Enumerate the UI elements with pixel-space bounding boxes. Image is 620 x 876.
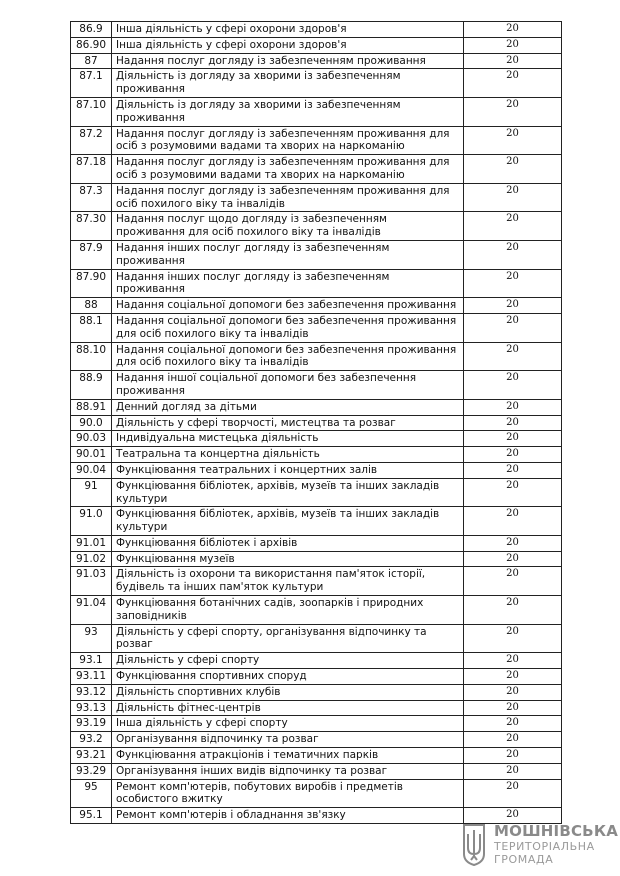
value-cell: 20 [464,97,562,126]
code-cell: 87.18 [71,155,112,184]
value-cell: 20 [464,155,562,184]
table-row [71,97,562,126]
description-cell: Діяльність із охорони та використання пам'яток історії, будівель та інших пам'яток культури [112,567,464,596]
description-cell: Діяльність фітнес-центрів [112,700,464,716]
value-cell: 20 [464,700,562,716]
code-cell: 93.11 [71,669,112,685]
description-cell: Інша діяльність у сфері охорони здоров'я [112,37,464,53]
description-cell: Інша діяльність у сфері охорони здоров'я [112,22,464,38]
description-cell: Надання інших послуг догляду із забезпеченням проживання [112,269,464,298]
code-cell: 91.0 [71,507,112,536]
table-row [71,37,562,53]
table-row [71,478,562,507]
logo-subtitle: ТЕРИТОРІАЛЬНА [494,840,595,853]
description-cell: Надання послуг догляду із забезпеченням проживання [112,53,464,69]
description-cell: Надання іншої соціальної допомоги без забезпечення проживання [112,371,464,400]
description-cell: Організування інших видів відпочинку та розваг [112,763,464,779]
table-row [71,732,562,748]
description-cell: Надання послуг догляду із забезпеченням проживання для осіб з розумовими вадами та хворих на наркоманію [112,155,464,184]
description-cell: Надання послуг щодо догляду із забезпеченням проживання для осіб похилого віку та інвалідів [112,212,464,241]
value-cell: 20 [464,298,562,314]
table-row [71,653,562,669]
description-cell: Надання послуг догляду із забезпеченням проживання для осіб з розумовими вадами та хворих на наркоманію [112,126,464,155]
description-cell: Діяльність у сфері спорту, організування відпочинку та розваг [112,624,464,653]
code-cell: 87.90 [71,269,112,298]
value-cell: 20 [464,748,562,764]
value-cell: 20 [464,535,562,551]
table-row [71,567,562,596]
value-cell: 20 [464,313,562,342]
description-cell: Діяльність у сфері творчості, мистецтва та розваг [112,415,464,431]
table-row [71,462,562,478]
code-cell: 90.04 [71,462,112,478]
value-cell: 20 [464,399,562,415]
table-row [71,183,562,212]
logo-subtitle-2: ГРОМАДА [494,853,554,866]
description-cell: Інша діяльність у сфері спорту [112,716,464,732]
table-row [71,371,562,400]
table-row [71,415,562,431]
code-cell: 91.03 [71,567,112,596]
value-cell: 20 [464,342,562,371]
code-cell: 93.13 [71,700,112,716]
code-cell: 87.30 [71,212,112,241]
code-cell: 87.3 [71,183,112,212]
description-cell: Функціювання бібліотек, архівів, музеїв та інших закладів культури [112,507,464,536]
table-row [71,212,562,241]
description-cell: Діяльність спортивних клубів [112,684,464,700]
description-cell: Ремонт комп'ютерів, побутових виробів і предметів особистого вжитку [112,779,464,808]
description-cell: Надання інших послуг догляду із забезпеченням проживання [112,240,464,269]
value-cell: 20 [464,240,562,269]
code-cell: 90.01 [71,447,112,463]
table-body [71,22,562,824]
value-cell: 20 [464,371,562,400]
table-row [71,399,562,415]
code-cell: 88.91 [71,399,112,415]
code-cell: 86.90 [71,37,112,53]
description-cell: Функціювання бібліотек і архівів [112,535,464,551]
value-cell: 20 [464,431,562,447]
value-cell: 20 [464,269,562,298]
table-row [71,431,562,447]
table-row [71,342,562,371]
code-cell: 91.04 [71,596,112,625]
code-cell: 86.9 [71,22,112,38]
value-cell: 20 [464,684,562,700]
value-cell: 20 [464,567,562,596]
code-cell: 88.1 [71,313,112,342]
value-cell: 20 [464,763,562,779]
code-cell: 88 [71,298,112,314]
table-row [71,669,562,685]
code-cell: 90.0 [71,415,112,431]
code-cell: 87 [71,53,112,69]
table-row [71,240,562,269]
code-cell: 87.10 [71,97,112,126]
table-row [71,507,562,536]
value-cell: 20 [464,779,562,808]
table-row [71,535,562,551]
description-cell: Надання соціальної допомоги без забезпечення проживання для осіб похилого віку та інвалідів [112,342,464,371]
trident-emblem-icon [460,824,488,866]
code-cell: 93.12 [71,684,112,700]
table-row [71,22,562,38]
value-cell: 20 [464,596,562,625]
code-cell: 88.10 [71,342,112,371]
code-cell: 95.1 [71,808,112,824]
description-cell: Театральна та концертна діяльність [112,447,464,463]
code-cell: 95 [71,779,112,808]
table-row [71,700,562,716]
table-row [71,551,562,567]
description-cell: Функціювання спортивних споруд [112,669,464,685]
table-row [71,155,562,184]
table-row [71,596,562,625]
value-cell: 20 [464,808,562,824]
code-cell: 91.02 [71,551,112,567]
description-cell: Діяльність у сфері спорту [112,653,464,669]
description-cell: Функціювання ботанічних садів, зоопарків і природних заповідників [112,596,464,625]
code-cell: 87.2 [71,126,112,155]
value-cell: 20 [464,69,562,98]
community-logo [460,822,619,870]
value-cell: 20 [464,624,562,653]
code-cell: 93.29 [71,763,112,779]
value-cell: 20 [464,212,562,241]
table-row [71,779,562,808]
table-row [71,298,562,314]
description-cell: Денний догляд за дітьми [112,399,464,415]
table-row [71,763,562,779]
code-cell: 87.1 [71,69,112,98]
description-cell: Функціювання театральних і концертних залів [112,462,464,478]
logo-title: МОШНІВСЬКА [494,822,619,840]
code-cell: 91 [71,478,112,507]
table-row [71,716,562,732]
value-cell: 20 [464,478,562,507]
description-cell: Надання послуг догляду із забезпеченням проживання для осіб похилого віку та інвалідів [112,183,464,212]
code-cell: 93.19 [71,716,112,732]
table-row [71,447,562,463]
description-cell: Функціювання атракціонів і тематичних парків [112,748,464,764]
value-cell: 20 [464,53,562,69]
description-cell: Надання соціальної допомоги без забезпечення проживання для осіб похилого віку та інвалідів [112,313,464,342]
description-cell: Індивідуальна мистецька діяльність [112,431,464,447]
kved-tax-table [70,21,562,824]
table-row [71,69,562,98]
description-cell: Ремонт комп'ютерів і обладнання зв'язку [112,808,464,824]
description-cell: Надання соціальної допомоги без забезпечення проживання [112,298,464,314]
description-cell: Організування відпочинку та розваг [112,732,464,748]
value-cell: 20 [464,462,562,478]
table-row [71,313,562,342]
code-cell: 93 [71,624,112,653]
description-cell: Функціювання бібліотек, архівів, музеїв та інших закладів культури [112,478,464,507]
description-cell: Функціювання музеїв [112,551,464,567]
value-cell: 20 [464,653,562,669]
value-cell: 20 [464,22,562,38]
value-cell: 20 [464,183,562,212]
value-cell: 20 [464,126,562,155]
value-cell: 20 [464,716,562,732]
table-row [71,126,562,155]
table-row [71,748,562,764]
table-row [71,684,562,700]
table-row [71,53,562,69]
code-cell: 90.03 [71,431,112,447]
code-cell: 93.21 [71,748,112,764]
value-cell: 20 [464,415,562,431]
code-cell: 88.9 [71,371,112,400]
description-cell: Діяльність із догляду за хворими із забезпеченням проживання [112,97,464,126]
code-cell: 91.01 [71,535,112,551]
code-cell: 87.9 [71,240,112,269]
table-row [71,269,562,298]
value-cell: 20 [464,551,562,567]
value-cell: 20 [464,669,562,685]
code-cell: 93.1 [71,653,112,669]
value-cell: 20 [464,732,562,748]
value-cell: 20 [464,37,562,53]
value-cell: 20 [464,507,562,536]
description-cell: Діяльність із догляду за хворими із забезпеченням проживання [112,69,464,98]
table-row [71,624,562,653]
code-cell: 93.2 [71,732,112,748]
value-cell: 20 [464,447,562,463]
